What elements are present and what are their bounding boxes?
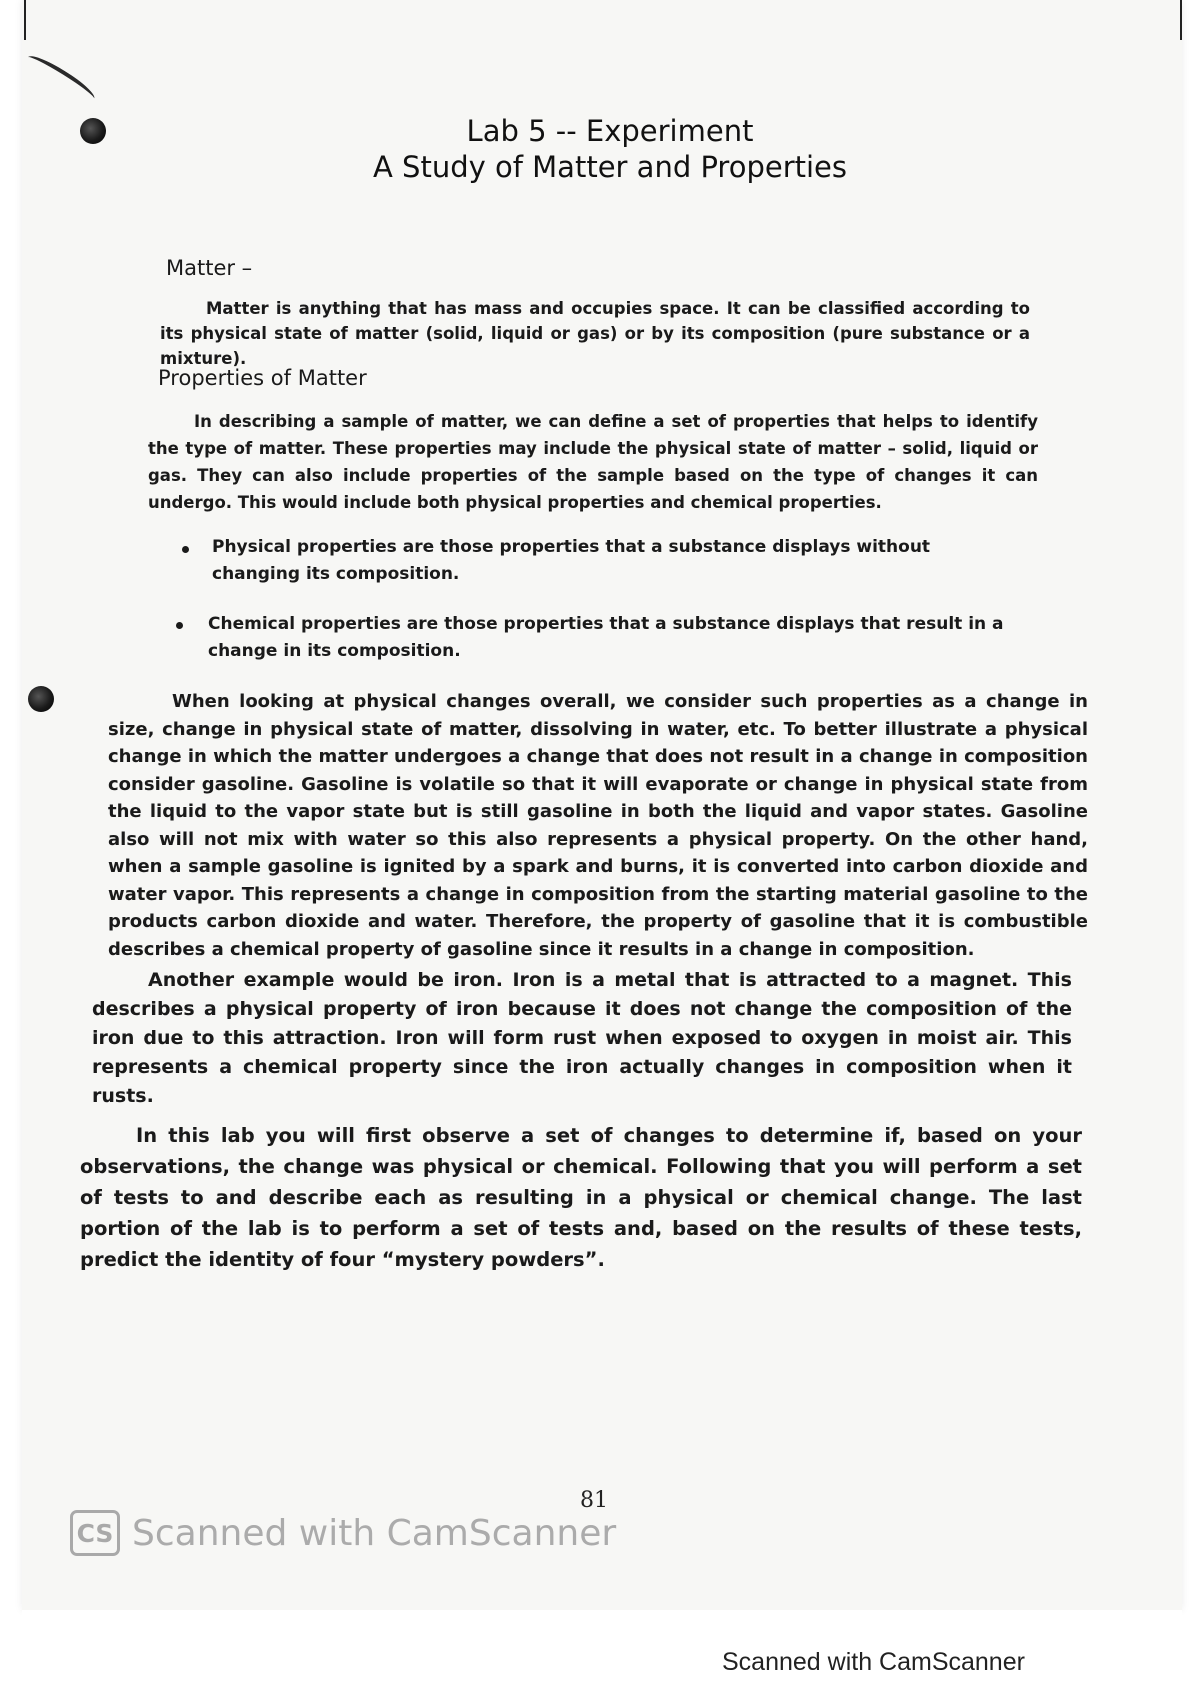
footer-text: Scanned with CamScanner (722, 1648, 1025, 1676)
paragraph-properties-intro: In describing a sample of matter, we can define a set of properties that helps to identify the type of matter. These properties may include the physical state of matter – solid, liquid or gas. They can also include properties of the sample based on the type of changes it can undergo. This would include both physical properties and chemical properties. (148, 412, 1038, 512)
camscanner-watermark (70, 1510, 616, 1556)
paragraph-matter-definition: Matter is anything that has mass and occupies space. It can be classified according to its physical state of matter (solid, liquid or gas) or by its composition (pure substance or a mixture). (160, 299, 1030, 368)
section-heading-properties: Properties of Matter (158, 366, 367, 390)
camscanner-logo-icon: CS (70, 1510, 120, 1556)
document-subtitle: A Study of Matter and Properties (372, 150, 848, 184)
bullet-icon (182, 546, 189, 553)
bullet-chemical-properties: Chemical properties are those properties that a substance displays that result in a change in its composition. (208, 614, 1004, 661)
document-title: Lab 5 -- Experiment (466, 114, 754, 148)
watermark-text: Scanned with CamScanner (132, 1512, 617, 1554)
paragraph-lab-overview: In this lab you will first observe a set of changes to determine if, based on your observations, the change was physical or chemical. Following that you will perform a set of tests to and describe each as resulting in a physical or chemical change. The last portion of the lab is to perform a set of tests and, based on the results of these tests, predict the identity of four “mystery powders”. (80, 1124, 1082, 1271)
bullet-physical-properties: Physical properties are those properties that a substance displays without changing its composition. (212, 537, 931, 584)
punch-hole-icon (28, 686, 54, 712)
bullet-icon (176, 622, 183, 629)
paragraph-physical-changes: When looking at physical changes overall, we consider such properties as a change in size, change in physical state of matter, dissolving in water, etc. To better illustrate a physical change in which the matter undergoes a change that does not result in a change in composition consider gasoline. Gasoline is volatile so that it will evaporate or change in physical state from the liquid to the vapor state but is still gasoline in both the liquid and vapor states. Gasoline also will not mix with water so this also represents a physical property. On the other hand, when a sample gasoline is ignited by a spark and burns, it is converted into carbon dioxide and water vapor. This represents a change in composition from the starting material gasoline to the products carbon dioxide and water. Therefore, the property of gasoline that it is combustible describes a chemical property of gasoline since it results in a change in composition. (108, 691, 1088, 960)
page-edge-left (24, 0, 26, 40)
page-number: 81 (580, 1488, 608, 1513)
section-heading-matter: Matter – (166, 256, 253, 280)
page-edge-right (1180, 0, 1182, 40)
paragraph-iron-example: Another example would be iron. Iron is a metal that is attracted to a magnet. This describes a physical property of iron because it does not change the composition of the iron due to this attraction. Iron will form rust when exposed to oxygen in moist air. This represents a chemical property since the iron actually changes in composition when it rusts. (92, 969, 1072, 1107)
